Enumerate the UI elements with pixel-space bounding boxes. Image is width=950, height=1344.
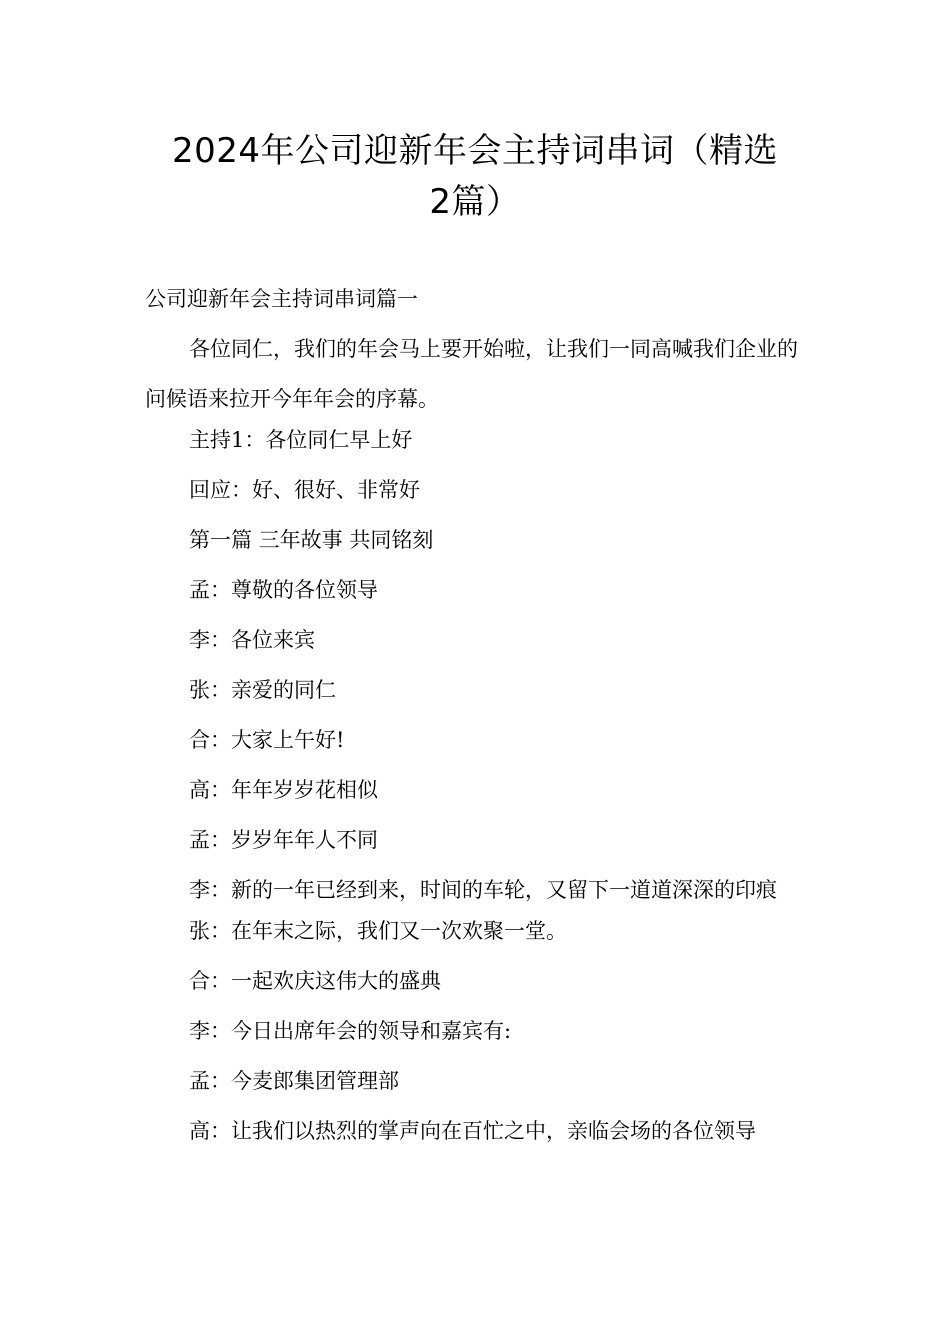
section-heading: 公司迎新年会主持词串词篇一 (145, 287, 418, 311)
paragraph: 孟：今麦郎集团管理部 (189, 1069, 399, 1093)
paragraph: 第一篇 三年故事 共同铭刻 (189, 528, 434, 552)
paragraph: 李：各位来宾 (189, 628, 315, 652)
document-title (120, 126, 830, 228)
document-title-line-1: 2024年公司迎新年会主持词串词（精选 (171, 131, 779, 171)
paragraph: 李：今日出席年会的领导和嘉宾有: (189, 1019, 512, 1043)
paragraph: 孟：岁岁年年人不同 (189, 828, 378, 852)
paragraph: 张：在年末之际，我们又一次欢聚一堂。 (189, 919, 567, 943)
paragraph: 合：一起欢庆这伟大的盛典 (189, 969, 441, 993)
document-title-line-2: 2篇） (429, 182, 521, 222)
paragraph: 孟：尊敬的各位领导 (189, 578, 378, 602)
paragraph: 主持1：各位同仁早上好 (189, 428, 413, 452)
paragraph: 高：年年岁岁花相似 (189, 778, 378, 802)
paragraph: 高：让我们以热烈的掌声向在百忙之中，亲临会场的各位领导 (189, 1119, 756, 1143)
paragraph: 各位同仁，我们的年会马上要开始啦，让我们一同高喊我们企业的问候语来拉开今年年会的序幕。 (145, 337, 798, 411)
document-body (145, 283, 810, 1165)
paragraph: 合：大家上午好! (189, 728, 345, 752)
paragraph: 李：新的一年已经到来，时间的车轮，又留下一道道深深的印痕 (189, 878, 777, 902)
paragraph: 张：亲爱的同仁 (189, 678, 336, 702)
paragraph: 回应：好、很好、非常好 (189, 478, 420, 502)
